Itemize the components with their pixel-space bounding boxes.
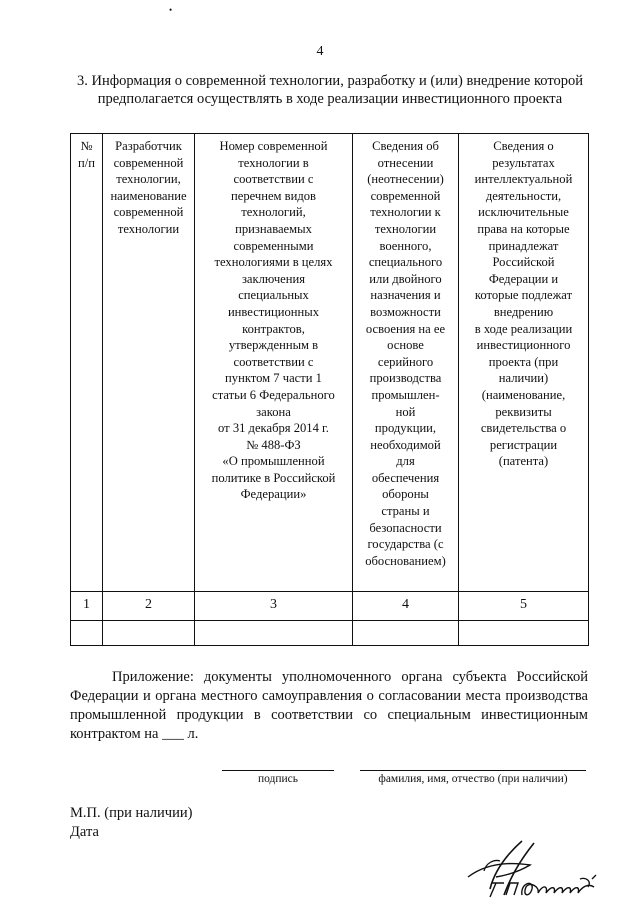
header-line: инвестиционных — [227, 304, 320, 319]
header-line: пунктом 7 части 1 — [225, 371, 322, 386]
header-line: продукции, — [374, 421, 437, 436]
header-line: Сведения об — [372, 139, 439, 153]
header-line: технологий, — [241, 205, 306, 220]
header-line: технологии к — [370, 205, 441, 220]
header-line: Российской — [492, 255, 555, 270]
header-line: промышлен- — [371, 387, 440, 402]
header-line: технологии — [374, 221, 437, 236]
column-number-cell: 1 — [71, 592, 103, 621]
date-label: Дата — [70, 824, 99, 840]
header-line: инвестиционного — [476, 338, 571, 353]
header-line: контрактов, — [242, 321, 305, 336]
header-line: результатах — [492, 155, 555, 170]
header-line: технологии — [117, 221, 180, 236]
full-name-line[interactable] — [360, 770, 586, 771]
header-line: (патента) — [498, 454, 549, 469]
top-dot-mark: • — [169, 5, 173, 15]
header-line: Федерации» — [240, 487, 307, 502]
header-line: интеллектуальной — [474, 172, 573, 187]
header-line: технологии, — [116, 172, 181, 187]
header-cell-number — [71, 134, 103, 592]
header-line: признаваемых — [235, 221, 312, 236]
header-line: № — [80, 139, 93, 153]
header-line: внедрению — [493, 304, 554, 319]
header-line: серийного — [377, 354, 434, 369]
header-line: освоения на ее — [365, 321, 446, 336]
header-line: специальных — [238, 288, 309, 303]
header-line: Федерации и — [488, 271, 559, 286]
header-line: наличии) — [498, 371, 549, 386]
header-line: которые подлежат — [474, 288, 573, 303]
header-line: проекта (при — [488, 354, 559, 369]
header-line: Номер современной — [219, 139, 328, 153]
header-line: современной — [113, 155, 184, 170]
header-line: утвержденным в — [228, 338, 319, 353]
header-line: статьи 6 Федерального — [212, 387, 335, 402]
header-line: Сведения о — [493, 139, 554, 153]
header-cell-developer — [103, 134, 195, 592]
column-number-cell: 4 — [353, 592, 459, 621]
header-line: свидетельства о — [480, 421, 567, 436]
page-number: 4 — [316, 44, 324, 59]
header-line: исключительные — [478, 205, 569, 220]
header-line: (наименование, — [481, 387, 566, 402]
header-line: современной — [370, 188, 441, 203]
empty-cell[interactable] — [195, 621, 353, 646]
header-line: соответствии с — [233, 354, 314, 369]
header-line: наименование — [110, 188, 187, 203]
header-line: «О промышленной — [222, 454, 325, 469]
header-line: (неотнесении) — [367, 172, 444, 187]
signature-caption: подпись — [257, 773, 299, 785]
column-number-row — [71, 592, 589, 621]
header-line: специального — [368, 255, 443, 270]
column-number-cell: 3 — [195, 592, 353, 621]
header-line: для — [396, 454, 415, 469]
header-line: права на которые — [477, 221, 570, 236]
stamp-label: М.П. (при наличии) — [70, 805, 193, 821]
empty-data-row — [71, 621, 589, 646]
header-line: современной — [113, 205, 184, 220]
header-cell-technology-number — [195, 134, 353, 592]
header-line: в ходе реализации — [474, 321, 573, 336]
header-line: основе — [387, 338, 424, 353]
header-cell-military-classification — [353, 134, 459, 592]
section-title: 3. Информация о современной технологии, разработку и (или) внедрение которой предполагается осуществлять в ходе реализации инвестиционного проекта — [77, 73, 583, 107]
header-line: Разработчик — [115, 139, 182, 153]
header-line: закона — [256, 404, 291, 419]
empty-cell[interactable] — [459, 621, 589, 646]
technology-info-table — [70, 133, 589, 646]
appendix-text: Приложение: документы уполномоченного органа субъекта Российской Федерации и органа местного самоуправления о согласовании места производства промышленной продукции в соответствии со специальным инвестиционным контрактом на ___ л. — [70, 669, 588, 742]
column-number-cell: 2 — [103, 592, 195, 621]
header-line: реквизиты — [495, 404, 552, 419]
header-line: технологиями в целях — [214, 255, 333, 270]
empty-cell[interactable] — [103, 621, 195, 646]
header-line: технологии в — [238, 155, 309, 170]
header-line: от 31 декабря 2014 г. — [218, 421, 329, 436]
header-line: или двойного — [369, 271, 442, 286]
header-line: современными — [233, 238, 314, 253]
header-line: соответствии с — [233, 172, 314, 187]
header-line: принадлежат — [488, 238, 559, 253]
header-line: обоснованием) — [365, 553, 446, 568]
header-line: отнесении — [377, 155, 434, 170]
header-line: необходимой — [370, 437, 441, 452]
header-line: перечнем видов — [230, 188, 317, 203]
full-name-caption: фамилия, имя, отчество (при наличии) — [378, 773, 568, 785]
header-line: производства — [369, 371, 442, 386]
handwritten-signature — [460, 835, 610, 901]
column-number-cell: 5 — [459, 592, 589, 621]
header-line: политике в Российской — [211, 470, 336, 485]
header-line: обороны — [382, 487, 429, 502]
table-header-row — [71, 134, 589, 592]
header-line: деятельности, — [485, 188, 562, 203]
header-line: регистрации — [489, 437, 558, 452]
empty-cell[interactable] — [71, 621, 103, 646]
appendix-paragraph — [70, 668, 588, 744]
header-line: заключения — [241, 271, 306, 286]
header-line: п/п — [78, 155, 95, 170]
header-line: № 488-ФЗ — [246, 437, 301, 452]
header-line: безопасности — [369, 520, 442, 535]
header-cell-intellectual-property — [459, 134, 589, 592]
header-line: военного, — [379, 238, 432, 253]
header-line: обеспечения — [371, 470, 440, 485]
empty-cell[interactable] — [353, 621, 459, 646]
signature-line[interactable] — [222, 770, 334, 771]
header-line: ной — [395, 404, 416, 419]
header-line: назначения и — [370, 288, 441, 303]
header-line: страны и — [381, 504, 430, 519]
header-line: государства (с — [367, 537, 444, 552]
header-line: возможности — [370, 304, 441, 319]
